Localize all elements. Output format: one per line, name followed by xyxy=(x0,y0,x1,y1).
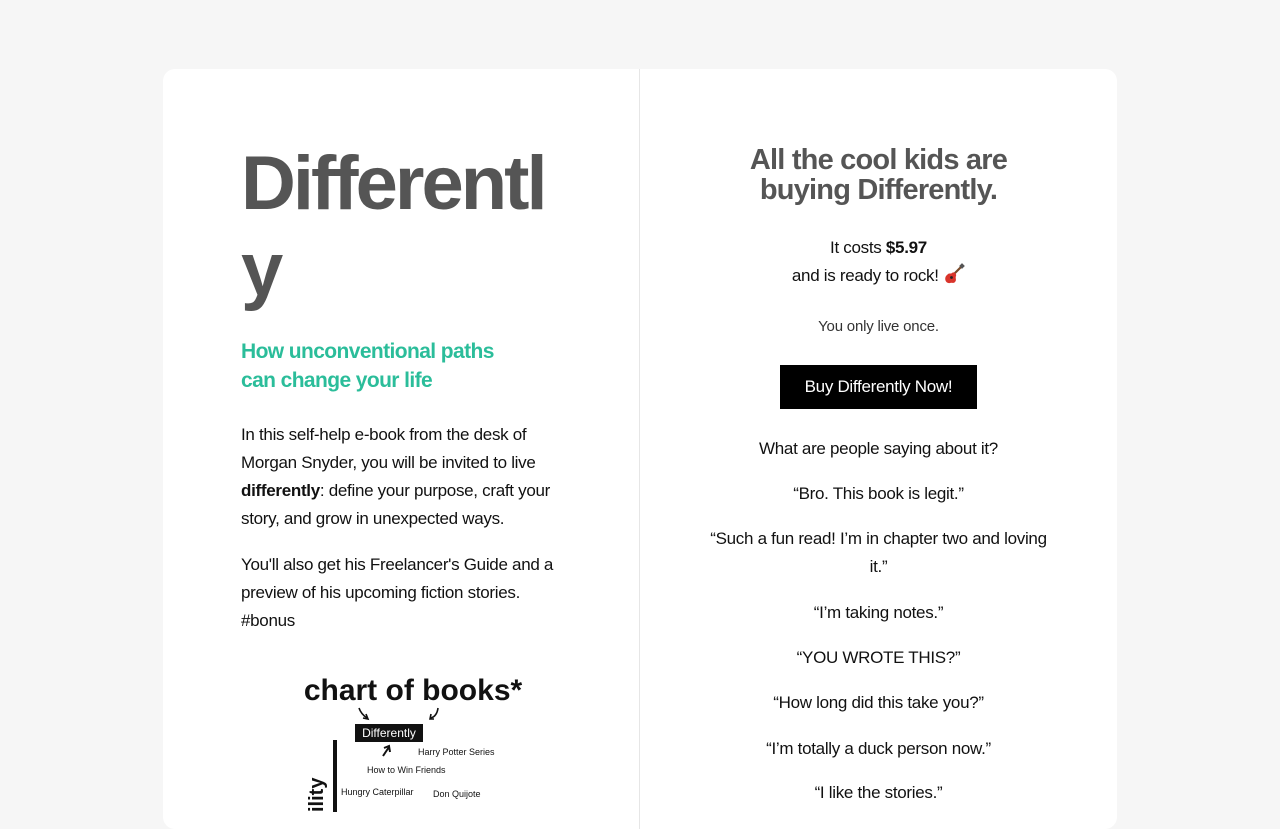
price-value: $5.97 xyxy=(885,238,927,257)
testimonial: “Such a fun read! I’m in chapter two and loving it.” xyxy=(710,529,1047,576)
testimonials-heading: What are people saying about it? xyxy=(759,439,998,458)
price-line-2: and is ready to rock! xyxy=(791,266,939,285)
chart-arrow-left xyxy=(359,708,367,718)
book-title: Differently xyxy=(241,141,545,312)
chart-item-win: How to Win Friends xyxy=(367,765,446,775)
product-card xyxy=(163,69,1117,829)
chart-item-quijote: Don Quijote xyxy=(433,789,481,799)
book-subtitle xyxy=(241,337,501,395)
description-text-end: : define your purpose, craft your story, and grow in unexpected ways. xyxy=(241,481,551,528)
yolo-text: You only live once. xyxy=(818,318,939,335)
description-bold-word: differently xyxy=(241,481,320,500)
price-block xyxy=(640,234,1117,290)
testimonial: “I like the stories.” xyxy=(814,783,943,802)
chart-heading: chart of books* xyxy=(303,674,523,707)
testimonial: “How long did this take you?” xyxy=(773,693,984,712)
promo-heading-line-2: buying Differently. xyxy=(759,174,998,206)
bonus-paragraph: You'll also get his Freelancer's Guide and a preview of his upcoming fiction stories. #bonus xyxy=(241,555,554,630)
chart-small-arrow xyxy=(383,747,389,756)
promo-heading-line-1: All the cool kids are xyxy=(749,144,1008,176)
chart-arrow-right xyxy=(431,708,438,718)
testimonial: “I’m taking notes.” xyxy=(813,603,944,622)
price-prefix: It costs xyxy=(830,238,886,257)
guitar-icon xyxy=(943,263,965,285)
chart-item-harry: Harry Potter Series xyxy=(418,747,495,757)
buy-button[interactable]: Buy Differently Now! xyxy=(780,365,977,409)
chart-of-books-image xyxy=(293,672,533,812)
chart-highlight-label: Differently xyxy=(362,726,416,740)
testimonial: “I’m totally a duck person now.” xyxy=(766,739,991,758)
testimonial: “YOU WROTE THIS?” xyxy=(796,648,961,667)
subtitle-line-1: How unconventional paths xyxy=(241,340,494,363)
testimonial: “Bro. This book is legit.” xyxy=(793,484,964,503)
chart-axis-label: ility xyxy=(306,777,328,812)
description-paragraph xyxy=(241,421,561,533)
chart-y-axis xyxy=(333,740,337,812)
promo-heading xyxy=(640,145,1117,205)
description-text-start: In this self-help e-book from the desk of Morgan Snyder, you will be invited to live xyxy=(241,425,536,472)
subtitle-line-2: can change your life xyxy=(241,369,433,392)
chart-item-caterpillar: Hungry Caterpillar xyxy=(341,787,414,797)
